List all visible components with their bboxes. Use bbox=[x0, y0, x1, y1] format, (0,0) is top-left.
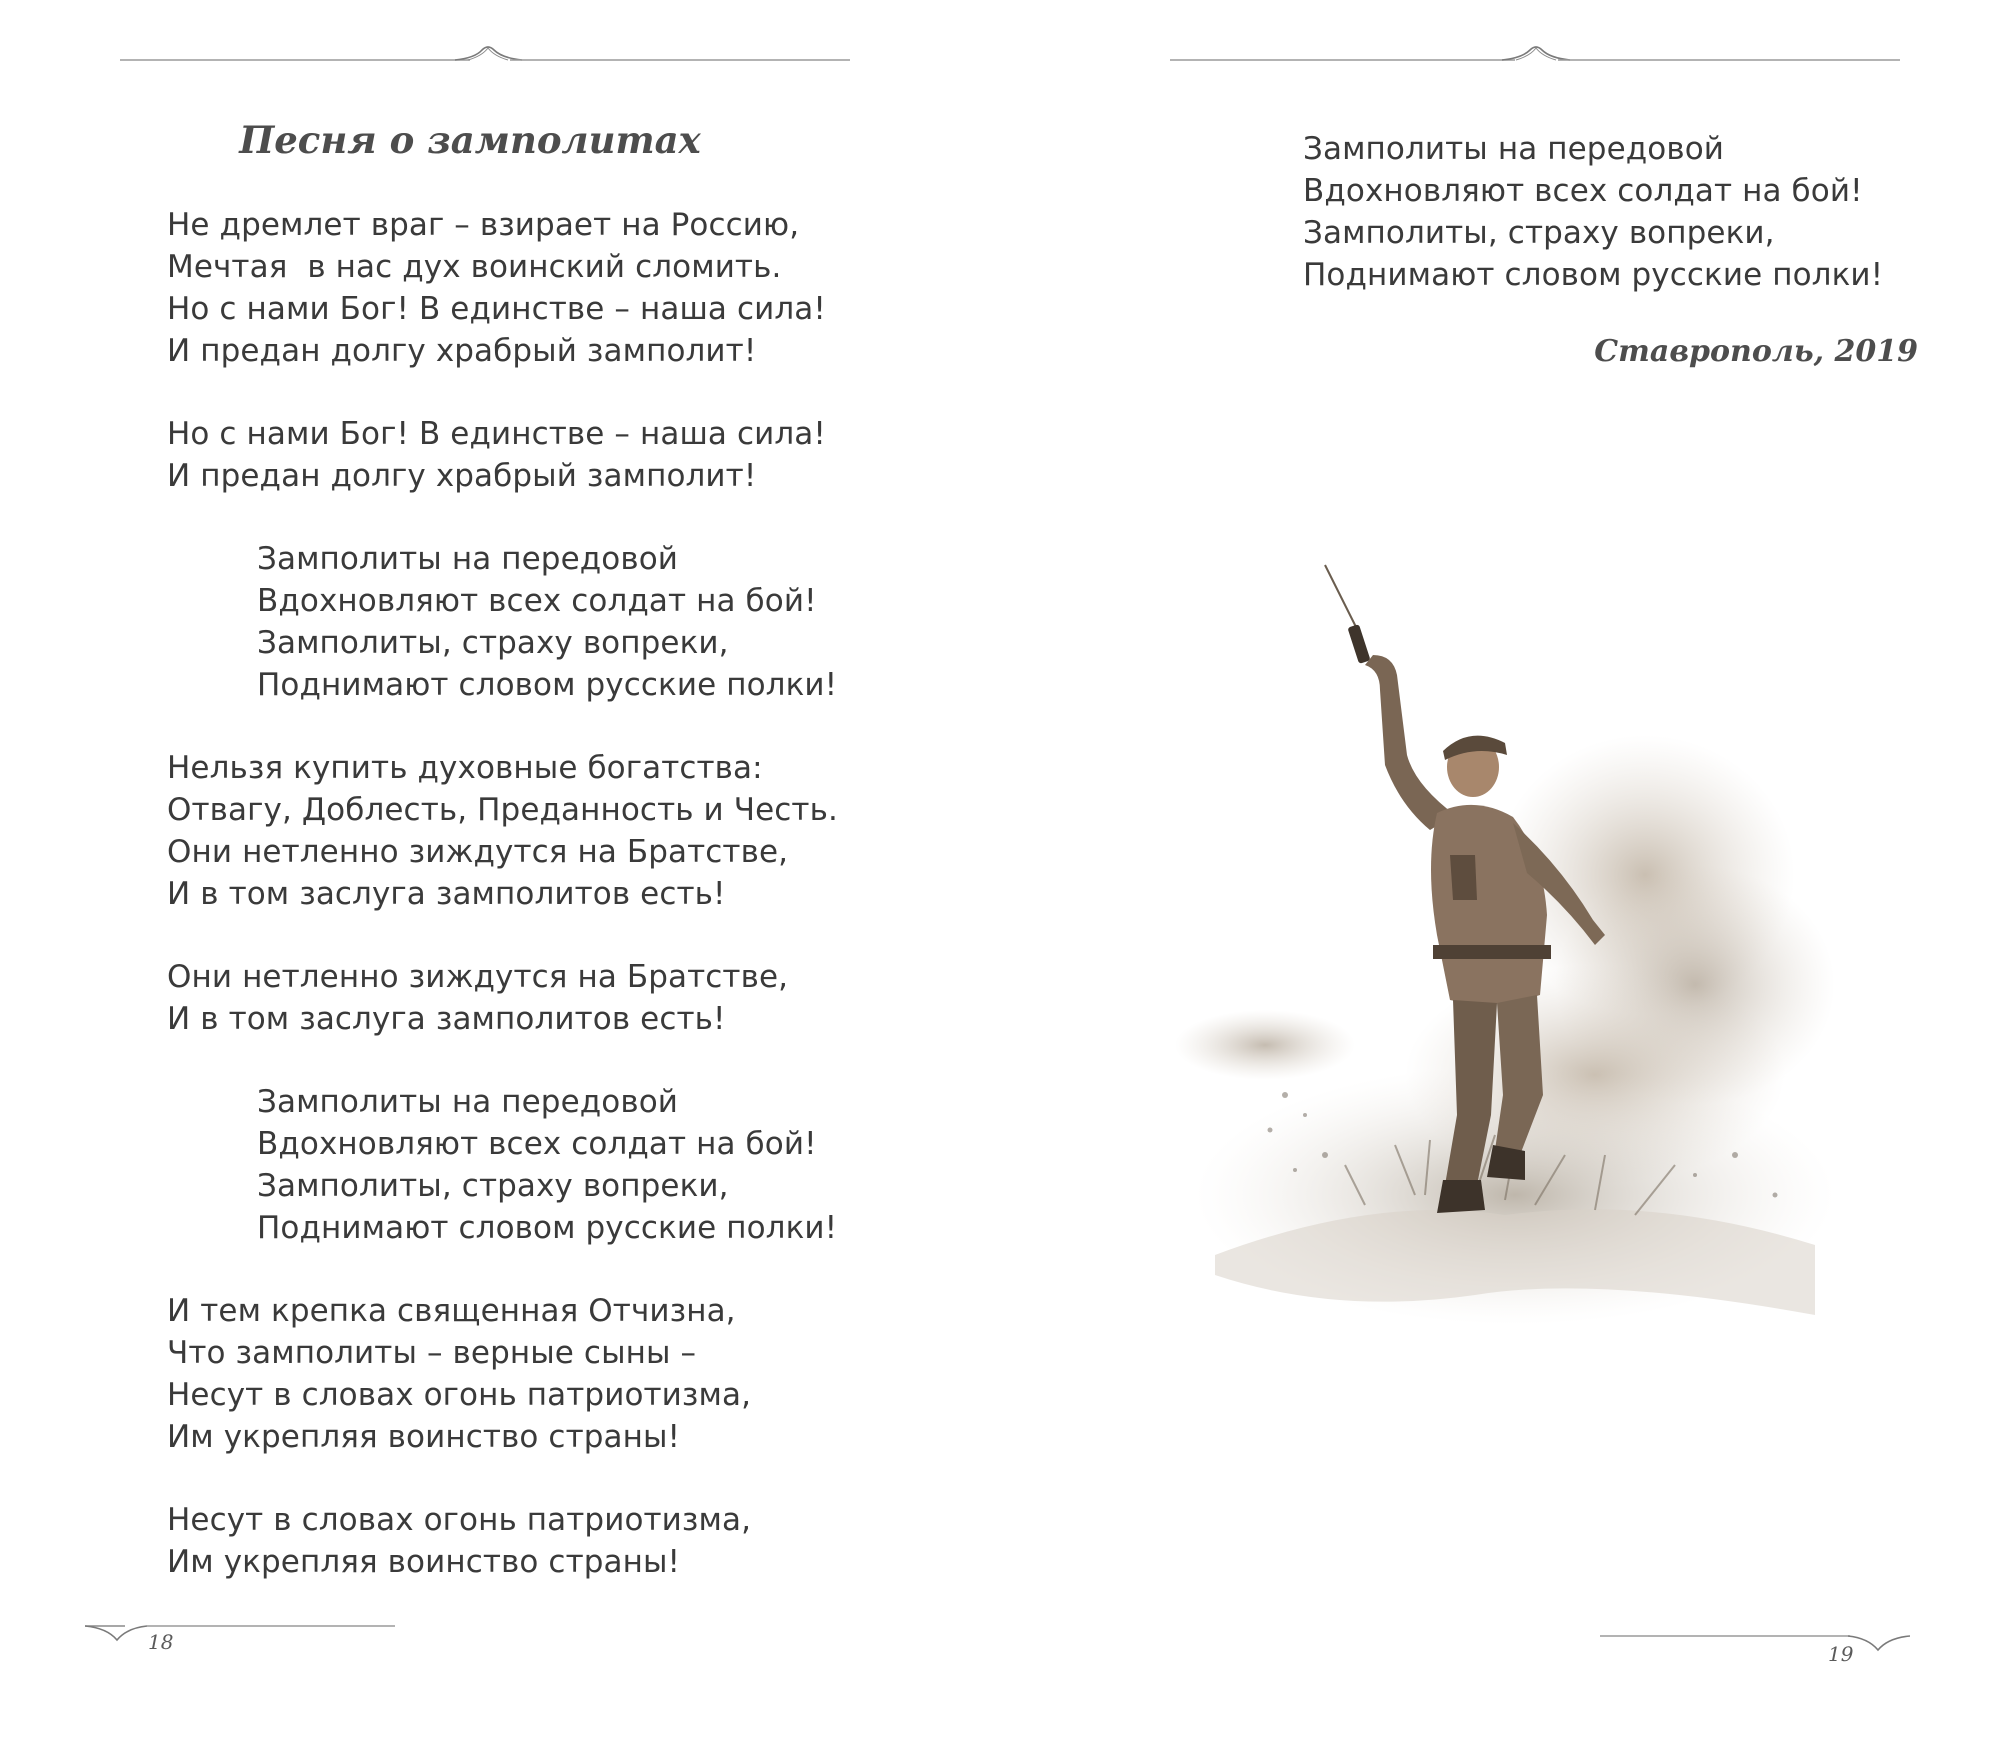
top-ornament-left bbox=[120, 36, 850, 66]
place-date: Ставрополь, 2019 bbox=[1594, 334, 1918, 369]
stanza bbox=[167, 1290, 887, 1458]
poem-line: И предан долгу храбрый замполит! bbox=[167, 333, 757, 369]
page-number-left: 18 bbox=[148, 1630, 174, 1654]
stanza bbox=[167, 413, 887, 497]
poem-line: Поднимают словом русские полки! bbox=[257, 667, 838, 703]
poem-line: Вдохновляют всех солдат на бой! bbox=[257, 1126, 817, 1162]
poem-line: Замполиты, страху вопреки, bbox=[1303, 215, 1775, 251]
top-ornament-right bbox=[1170, 36, 1900, 66]
poem-line: Они нетленно зиждутся на Братстве, bbox=[167, 959, 789, 995]
stanza bbox=[167, 747, 887, 915]
poem-line: Замполиты, страху вопреки, bbox=[257, 625, 729, 661]
stanza bbox=[167, 956, 887, 1040]
poem-line: Замполиты, страху вопреки, bbox=[257, 1168, 729, 1204]
poem-line: Что замполиты – верные сыны – bbox=[167, 1335, 697, 1371]
closing-chorus bbox=[1303, 128, 1943, 296]
poem-line: Они нетленно зиждутся на Братстве, bbox=[167, 834, 789, 870]
soldier-illustration bbox=[1175, 555, 1855, 1375]
poem-line: Но с нами Бог! В единстве – наша сила! bbox=[167, 291, 826, 327]
poem-line: Не дремлет враг – взирает на Россию, bbox=[167, 207, 800, 243]
poem-line: Несут в словах огонь патриотизма, bbox=[167, 1502, 752, 1538]
bottom-ornament-right bbox=[1600, 1630, 1910, 1660]
poem-line: И в том заслуга замполитов есть! bbox=[167, 876, 726, 912]
poem-line: Им укрепляя воинство страны! bbox=[167, 1544, 681, 1580]
poem-title: Песня о замполитах bbox=[239, 118, 701, 162]
poem-line: Несут в словах огонь патриотизма, bbox=[167, 1377, 752, 1413]
poem-line: И в том заслуга замполитов есть! bbox=[167, 1001, 726, 1037]
poem-line: Замполиты на передовой bbox=[257, 1084, 679, 1120]
poem-line: Вдохновляют всех солдат на бой! bbox=[1303, 173, 1863, 209]
chorus-stanza bbox=[257, 538, 887, 706]
poem-line: Но с нами Бог! В единстве – наша сила! bbox=[167, 416, 826, 452]
poem-line: Нельзя купить духовные богатства: bbox=[167, 750, 763, 786]
poem-line: И тем крепка священная Отчизна, bbox=[167, 1293, 736, 1329]
poem-line: Вдохновляют всех солдат на бой! bbox=[257, 583, 817, 619]
poem-line: Мечтая в нас дух воинский сломить. bbox=[167, 249, 782, 285]
poem-line: И предан долгу храбрый замполит! bbox=[167, 458, 757, 494]
poem-line: Замполиты на передовой bbox=[1303, 131, 1725, 167]
poem-line: Поднимают словом русские полки! bbox=[1303, 257, 1884, 293]
bottom-ornament-left bbox=[85, 1620, 395, 1650]
poem-body bbox=[167, 204, 887, 1624]
chorus-stanza bbox=[257, 1081, 887, 1249]
poem-line: Отвагу, Доблесть, Преданность и Честь. bbox=[167, 792, 838, 828]
poem-line: Поднимают словом русские полки! bbox=[257, 1210, 838, 1246]
poem-line: Им укрепляя воинство страны! bbox=[167, 1419, 681, 1455]
stanza bbox=[167, 204, 887, 372]
stanza bbox=[167, 1499, 887, 1583]
poem-line: Замполиты на передовой bbox=[257, 541, 679, 577]
page-number-right: 19 bbox=[1828, 1642, 1854, 1666]
